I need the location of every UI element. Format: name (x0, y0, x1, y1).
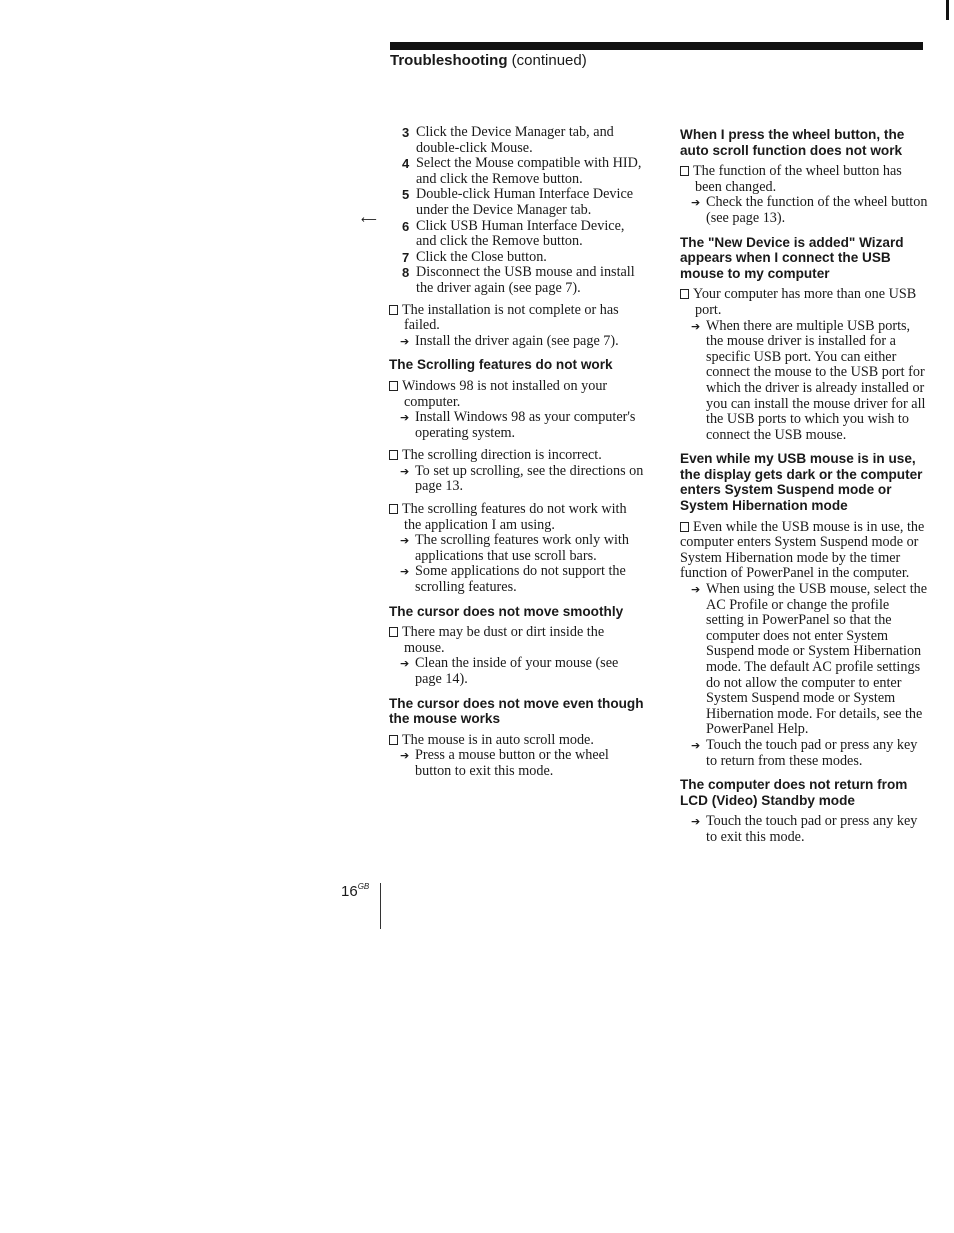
arrow-right-icon: ➔ (400, 411, 410, 425)
question-text: The scrolling direction is incorrect. (402, 447, 602, 464)
answer-text: When there are multiple USB ports, the mouse driver is installed for a specific USB port. You can either connect the mouse to the USB port for which the driver is already installed or you can install the mouse driver for all the USB ports to which you wish to connect the USB mouse. (706, 317, 926, 443)
checkbox-square-icon (680, 522, 689, 532)
arrow-right-icon: ➔ (400, 534, 410, 548)
answer-text: To set up scrolling, see the directions on page 13. (415, 462, 644, 495)
checkbox-square-icon (680, 166, 689, 176)
step-item: 3 Click the Device Manager tab, and double-click Mouse. (402, 124, 614, 156)
section-heading: Even while my USB mouse is in use, the display gets dark or the computer enters System Suspend mode or System Hibernation mode (680, 451, 923, 514)
arrow-right-icon: ➔ (400, 657, 410, 671)
qa-item (680, 814, 930, 845)
qa-item (389, 448, 644, 495)
step-item: 4 Select the Mouse compatible with HID, and click the Remove button. (402, 155, 642, 187)
arrow-right-icon: ➔ (691, 319, 701, 333)
question-text: The function of the wheel button has been changed. (693, 163, 902, 195)
question-text: The mouse is in auto scroll mode. (402, 731, 594, 748)
checkbox-square-icon (389, 450, 398, 460)
question-text: The installation is not complete or has failed. (402, 301, 619, 334)
answer-text: Press a mouse button or the wheel button to exit this mode. (415, 747, 609, 779)
question-text: The scrolling features do not work with the application I am using. (402, 501, 627, 533)
section-heading: The cursor does not move even though the mouse works (389, 695, 644, 727)
qa-item (389, 303, 644, 350)
qa-item (389, 502, 644, 596)
arrow-right-icon: ➔ (400, 749, 410, 763)
answer-text: Install the driver again (see page 7). (415, 332, 619, 349)
section-heading: The cursor does not move smoothly (389, 603, 624, 619)
section-heading: The computer does not return from LCD (Video) Standby mode (680, 777, 908, 808)
answer-text: Clean the inside of your mouse (see page 14). (415, 655, 619, 687)
section-heading: When I press the wheel button, the auto scroll function does not work (680, 127, 905, 158)
checkbox-square-icon (389, 504, 398, 514)
question-text: Windows 98 is not installed on your computer. (402, 377, 608, 410)
page-rule (380, 883, 381, 929)
arrow-right-icon: ➔ (691, 583, 701, 597)
header-rule (390, 42, 923, 50)
question-text: Even while the USB mouse is in use, the computer enters System Suspend mode or System Hibernation mode by the timer function of PowerPanel in the computer. (680, 518, 925, 582)
right-column (680, 125, 930, 853)
step-item: 5 Double-click Human Interface Device under the Device Manager tab. (402, 186, 634, 218)
answer-text: When using the USB mouse, select the AC Profile or change the profile setting in PowerPanel so that the computer does not enter System Suspend mode or System Hibernation mode. The default AC profile settings do not allow the computer to enter System Suspend mode or System Hibernation mode. For details, see the PowerPanel Help. (706, 581, 928, 738)
arrow-right-icon: ➔ (691, 815, 701, 829)
answer-text: Touch the touch pad or press any key to exit this mode. (706, 813, 918, 845)
qa-item (680, 164, 930, 226)
arrow-right-icon: ➔ (400, 464, 410, 478)
checkbox-square-icon (389, 627, 398, 637)
arrow-right-icon: ➔ (400, 334, 410, 348)
question-text: Your computer has more than one USB port. (693, 286, 917, 318)
steps-list (389, 125, 644, 297)
qa-item (680, 287, 930, 443)
qa-item (680, 520, 930, 770)
qa-item (389, 379, 644, 441)
title-rest: (continued) (507, 52, 587, 69)
answer-text: The scrolling features work only with applications that use scroll bars. (415, 532, 629, 564)
corner-mark (946, 0, 949, 20)
margin-arrow-icon: ⟵ (361, 213, 377, 226)
step-item: 6 Click USB Human Interface Device, and click the Remove button. (402, 217, 625, 250)
arrow-right-icon: ➔ (691, 738, 701, 752)
answer-text: Check the function of the wheel button (see page 13). (706, 194, 928, 226)
answer-text: Install Windows 98 as your computer's operating system. (415, 409, 636, 441)
checkbox-square-icon (680, 289, 689, 299)
section-heading: The "New Device is added" Wizard appears when I connect the USB mouse to my computer (680, 234, 904, 281)
checkbox-square-icon (389, 735, 398, 745)
page-number: $16^{GB}$ (341, 882, 370, 900)
answer-text: Touch the touch pad or press any key to return from these modes. (706, 736, 918, 769)
answer-text: Some applications do not support the scrolling features. (415, 563, 626, 596)
step-item: 8 Disconnect the USB mouse and install the driver again (see page 7). (402, 264, 635, 296)
qa-item (389, 733, 644, 780)
question-text: There may be dust or dirt inside the mouse. (402, 624, 605, 656)
title-bold: Troubleshooting (390, 52, 508, 69)
section-heading: The Scrolling features do not work (389, 357, 613, 373)
step-item: 7 Click the Close button. (402, 248, 547, 265)
checkbox-square-icon (389, 305, 398, 315)
checkbox-square-icon (389, 381, 398, 391)
page-title (390, 52, 587, 69)
left-column (389, 125, 644, 787)
arrow-right-icon: ➔ (400, 565, 410, 579)
arrow-right-icon: ➔ (691, 196, 701, 210)
qa-item (389, 625, 644, 687)
